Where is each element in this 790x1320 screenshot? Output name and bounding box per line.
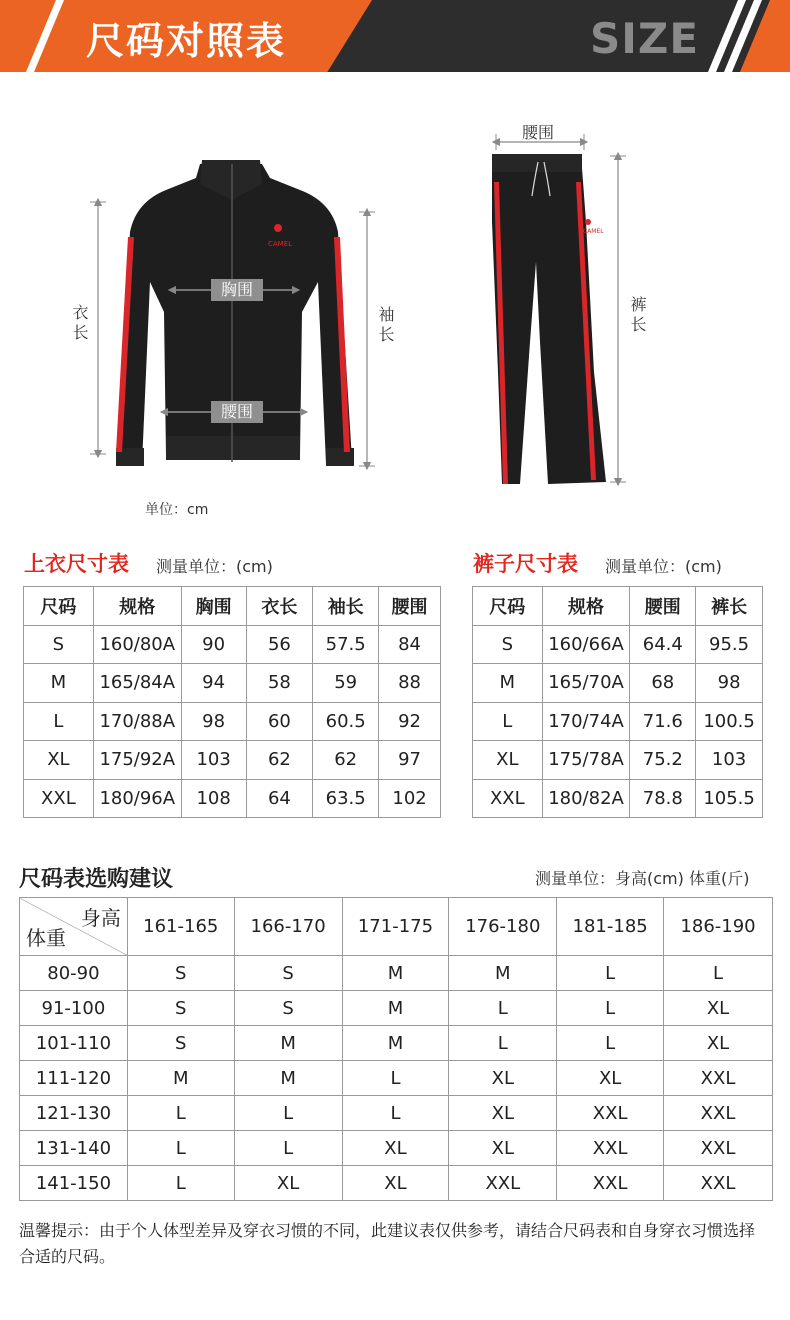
table-row bbox=[473, 625, 763, 664]
top-size-table bbox=[23, 586, 441, 818]
table-cell: 88 bbox=[379, 664, 441, 703]
recommended-size-cell: XXL bbox=[557, 1131, 664, 1166]
recommended-size-cell: L bbox=[449, 1026, 557, 1061]
recommended-size-cell: S bbox=[234, 991, 342, 1026]
table-row bbox=[24, 664, 441, 703]
recommended-size-cell: L bbox=[557, 1026, 664, 1061]
column-header: 衣长 bbox=[246, 587, 313, 626]
table-cell: 170/88A bbox=[93, 702, 181, 741]
recommended-size-cell: XL bbox=[557, 1061, 664, 1096]
table-row bbox=[20, 1166, 773, 1201]
table-cell: S bbox=[473, 625, 543, 664]
table-cell: 103 bbox=[696, 741, 763, 780]
table-cell: 170/74A bbox=[542, 702, 630, 741]
recommended-size-cell: M bbox=[449, 956, 557, 991]
weight-range-cell: 121-130 bbox=[20, 1096, 128, 1131]
table-cell: 58 bbox=[246, 664, 313, 703]
recommended-size-cell: XL bbox=[234, 1166, 342, 1201]
corner-header-cell bbox=[20, 898, 128, 956]
recommended-size-cell: M bbox=[234, 1061, 342, 1096]
weight-range-cell: 111-120 bbox=[20, 1061, 128, 1096]
pants-brand-logo: CAMEL bbox=[583, 228, 604, 235]
recommended-size-cell: S bbox=[127, 1026, 234, 1061]
table-cell: 165/84A bbox=[93, 664, 181, 703]
pants-table-title: 裤子尺寸表 bbox=[473, 552, 578, 576]
table-cell: 108 bbox=[181, 779, 246, 818]
recommended-size-cell: XL bbox=[664, 991, 773, 1026]
table-cell: 165/70A bbox=[542, 664, 630, 703]
table-cell: 98 bbox=[181, 702, 246, 741]
garment-illustrations bbox=[0, 72, 790, 532]
unit-note: 单位：cm bbox=[145, 502, 209, 518]
recommended-size-cell: M bbox=[234, 1026, 342, 1061]
size-label: SIZE bbox=[590, 14, 700, 63]
table-header-row bbox=[473, 587, 763, 626]
table-cell: 103 bbox=[181, 741, 246, 780]
jacket-brand-logo: CAMEL bbox=[268, 240, 293, 248]
tips-note: 温馨提示：由于个人体型差异及穿衣习惯的不同，此建议表仅供参考，请结合尺码表和自身穿衣习惯选择合适的尺码。 bbox=[19, 1221, 756, 1266]
table-row bbox=[20, 1026, 773, 1061]
weight-range-cell: 80-90 bbox=[20, 956, 128, 991]
height-range-header: 176-180 bbox=[449, 898, 557, 956]
table-cell: XXL bbox=[24, 779, 94, 818]
recommended-size-cell: XL bbox=[449, 1061, 557, 1096]
table-row bbox=[24, 625, 441, 664]
recommended-size-cell: XL bbox=[342, 1131, 449, 1166]
weight-range-cell: 141-150 bbox=[20, 1166, 128, 1201]
advice-table-title: 尺码表选购建议 bbox=[19, 867, 174, 892]
pants-table-unit: 测量单位：(cm) bbox=[605, 557, 722, 576]
recommended-size-cell: L bbox=[342, 1061, 449, 1096]
table-cell: 160/80A bbox=[93, 625, 181, 664]
top-table-unit: 测量单位：(cm) bbox=[156, 557, 273, 576]
table-cell: S bbox=[24, 625, 94, 664]
table-cell: L bbox=[24, 702, 94, 741]
advice-table-unit: 测量单位：身高(cm) 体重(斤) bbox=[535, 869, 750, 888]
column-header: 尺码 bbox=[473, 587, 543, 626]
column-header: 胸围 bbox=[181, 587, 246, 626]
table-cell: 97 bbox=[379, 741, 441, 780]
recommended-size-cell: XXL bbox=[664, 1096, 773, 1131]
recommended-size-cell: XXL bbox=[664, 1131, 773, 1166]
recommended-size-cell: XL bbox=[342, 1166, 449, 1201]
weight-range-cell: 131-140 bbox=[20, 1131, 128, 1166]
recommended-size-cell: L bbox=[664, 956, 773, 991]
recommended-size-cell: L bbox=[127, 1166, 234, 1201]
recommended-size-cell: XL bbox=[449, 1131, 557, 1166]
table-cell: 175/92A bbox=[93, 741, 181, 780]
table-cell: 68 bbox=[630, 664, 696, 703]
table-header-row bbox=[20, 898, 773, 956]
table-row bbox=[473, 702, 763, 741]
page-title: 尺码对照表 bbox=[86, 19, 287, 63]
table-cell: 90 bbox=[181, 625, 246, 664]
table-cell: 105.5 bbox=[696, 779, 763, 818]
recommended-size-cell: M bbox=[342, 1026, 449, 1061]
table-cell: 75.2 bbox=[630, 741, 696, 780]
table-row bbox=[473, 741, 763, 780]
pants-size-table bbox=[472, 586, 763, 818]
pants-waist-label: 腰围 bbox=[522, 123, 555, 142]
pants-length-label: 裤长 bbox=[628, 296, 647, 336]
recommended-size-cell: L bbox=[557, 991, 664, 1026]
pants-image bbox=[492, 154, 606, 484]
table-cell: 94 bbox=[181, 664, 246, 703]
jacket-length-label: 衣长 bbox=[70, 304, 89, 344]
table-cell: M bbox=[24, 664, 94, 703]
table-cell: 84 bbox=[379, 625, 441, 664]
recommended-size-cell: XL bbox=[664, 1026, 773, 1061]
jacket-sleeve-label: 袖长 bbox=[376, 306, 395, 346]
column-header: 规格 bbox=[542, 587, 630, 626]
corner-height-label: 身高 bbox=[80, 906, 121, 930]
table-cell: M bbox=[473, 664, 543, 703]
recommended-size-cell: M bbox=[342, 991, 449, 1026]
table-row bbox=[24, 779, 441, 818]
table-cell: XL bbox=[24, 741, 94, 780]
column-header: 腰围 bbox=[379, 587, 441, 626]
table-cell: 64 bbox=[246, 779, 313, 818]
table-cell: 78.8 bbox=[630, 779, 696, 818]
recommended-size-cell: S bbox=[127, 991, 234, 1026]
table-row bbox=[24, 741, 441, 780]
table-row bbox=[20, 1131, 773, 1166]
table-row bbox=[20, 956, 773, 991]
height-range-header: 186-190 bbox=[664, 898, 773, 956]
recommended-size-cell: L bbox=[127, 1096, 234, 1131]
table-cell: 95.5 bbox=[696, 625, 763, 664]
table-cell: 160/66A bbox=[542, 625, 630, 664]
table-cell: 175/78A bbox=[542, 741, 630, 780]
height-range-header: 171-175 bbox=[342, 898, 449, 956]
table-cell: 64.4 bbox=[630, 625, 696, 664]
recommended-size-cell: S bbox=[127, 956, 234, 991]
table-cell: 60 bbox=[246, 702, 313, 741]
table-row bbox=[473, 664, 763, 703]
table-cell: 92 bbox=[379, 702, 441, 741]
jacket-waist-label: 腰围 bbox=[211, 401, 263, 423]
recommended-size-cell: XXL bbox=[664, 1166, 773, 1201]
table-cell: 180/96A bbox=[93, 779, 181, 818]
table-cell: 56 bbox=[246, 625, 313, 664]
table-cell: 62 bbox=[246, 741, 313, 780]
table-cell: 62 bbox=[313, 741, 379, 780]
table-cell: 100.5 bbox=[696, 702, 763, 741]
column-header: 袖长 bbox=[313, 587, 379, 626]
table-cell: 63.5 bbox=[313, 779, 379, 818]
recommended-size-cell: XXL bbox=[557, 1166, 664, 1201]
table-header-row bbox=[24, 587, 441, 626]
recommended-size-cell: S bbox=[234, 956, 342, 991]
table-row bbox=[473, 779, 763, 818]
height-range-header: 181-185 bbox=[557, 898, 664, 956]
table-cell: 180/82A bbox=[542, 779, 630, 818]
table-cell: 102 bbox=[379, 779, 441, 818]
table-cell: 98 bbox=[696, 664, 763, 703]
recommended-size-cell: M bbox=[342, 956, 449, 991]
column-header: 腰围 bbox=[630, 587, 696, 626]
header-banner bbox=[0, 0, 790, 72]
recommended-size-cell: XXL bbox=[449, 1166, 557, 1201]
table-cell: 59 bbox=[313, 664, 379, 703]
recommended-size-cell: XXL bbox=[664, 1061, 773, 1096]
column-header: 尺码 bbox=[24, 587, 94, 626]
column-header: 裤长 bbox=[696, 587, 763, 626]
table-cell: L bbox=[473, 702, 543, 741]
table-row bbox=[20, 1061, 773, 1096]
table-cell: 60.5 bbox=[313, 702, 379, 741]
table-cell: 57.5 bbox=[313, 625, 379, 664]
recommended-size-cell: L bbox=[234, 1131, 342, 1166]
weight-range-cell: 101-110 bbox=[20, 1026, 128, 1061]
table-row bbox=[20, 1096, 773, 1131]
table-row bbox=[20, 991, 773, 1026]
table-cell: 71.6 bbox=[630, 702, 696, 741]
garment-drawing bbox=[0, 72, 790, 532]
size-advice-table bbox=[19, 897, 773, 1201]
table-cell: XXL bbox=[473, 779, 543, 818]
top-table-title: 上衣尺寸表 bbox=[24, 552, 129, 576]
table-cell: XL bbox=[473, 741, 543, 780]
recommended-size-cell: XL bbox=[449, 1096, 557, 1131]
recommended-size-cell: L bbox=[127, 1131, 234, 1166]
recommended-size-cell: L bbox=[342, 1096, 449, 1131]
weight-range-cell: 91-100 bbox=[20, 991, 128, 1026]
jacket-chest-label: 胸围 bbox=[211, 279, 263, 301]
recommended-size-cell: XXL bbox=[557, 1096, 664, 1131]
recommended-size-cell: L bbox=[557, 956, 664, 991]
table-row bbox=[24, 702, 441, 741]
corner-weight-label: 体重 bbox=[26, 926, 66, 950]
height-range-header: 166-170 bbox=[234, 898, 342, 956]
recommended-size-cell: M bbox=[127, 1061, 234, 1096]
recommended-size-cell: L bbox=[234, 1096, 342, 1131]
column-header: 规格 bbox=[93, 587, 181, 626]
height-range-header: 161-165 bbox=[127, 898, 234, 956]
recommended-size-cell: L bbox=[449, 991, 557, 1026]
